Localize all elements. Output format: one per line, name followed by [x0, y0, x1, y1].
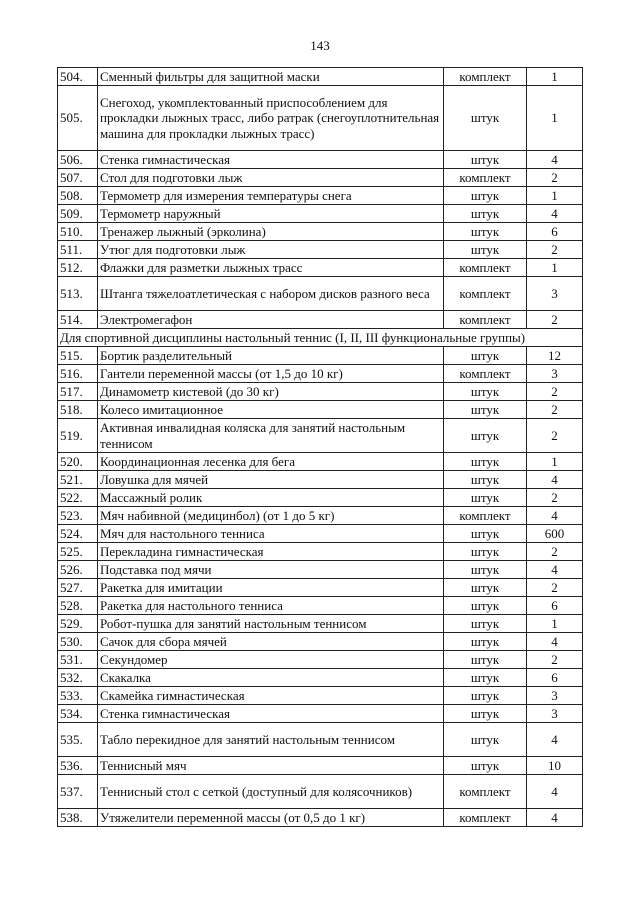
item-quantity: 2: [527, 383, 583, 401]
table-row: [58, 365, 583, 383]
item-quantity: 1: [527, 453, 583, 471]
item-name: Термометр для измерения температуры снега: [98, 187, 444, 205]
item-name: Сачок для сбора мячей: [98, 633, 444, 651]
table-row: [58, 151, 583, 169]
item-unit: комплект: [444, 68, 527, 86]
item-quantity: 3: [527, 277, 583, 311]
item-number: 510.: [58, 223, 98, 241]
table-row: [58, 223, 583, 241]
item-quantity: 1: [527, 187, 583, 205]
item-unit: штук: [444, 669, 527, 687]
item-quantity: 4: [527, 775, 583, 809]
table-row: [58, 669, 583, 687]
item-name: Перекладина гимнастическая: [98, 543, 444, 561]
item-quantity: 10: [527, 757, 583, 775]
item-quantity: 4: [527, 809, 583, 827]
item-quantity: 3: [527, 687, 583, 705]
item-name: Мяч для настольного тенниса: [98, 525, 444, 543]
item-quantity: 1: [527, 86, 583, 151]
item-quantity: 2: [527, 579, 583, 597]
item-name: Стол для подготовки лыж: [98, 169, 444, 187]
item-unit: штук: [444, 453, 527, 471]
table-row: [58, 471, 583, 489]
item-number: 507.: [58, 169, 98, 187]
item-quantity: 2: [527, 241, 583, 259]
section-title: Для спортивной дисциплины настольный теннис (I, II, III функциональные группы): [58, 329, 583, 347]
item-quantity: 3: [527, 705, 583, 723]
item-quantity: 6: [527, 223, 583, 241]
item-number: 526.: [58, 561, 98, 579]
table-row: [58, 775, 583, 809]
table-row: [58, 809, 583, 827]
item-name: Колесо имитационное: [98, 401, 444, 419]
item-number: 520.: [58, 453, 98, 471]
item-number: 528.: [58, 597, 98, 615]
item-name: Массажный ролик: [98, 489, 444, 507]
equipment-table-body: [58, 68, 583, 827]
item-quantity: 2: [527, 543, 583, 561]
item-name: Робот-пушка для занятий настольным теннисом: [98, 615, 444, 633]
item-unit: комплект: [444, 259, 527, 277]
table-row: [58, 401, 583, 419]
item-unit: штук: [444, 525, 527, 543]
item-number: 534.: [58, 705, 98, 723]
item-number: 505.: [58, 86, 98, 151]
equipment-table: [57, 67, 583, 827]
item-number: 508.: [58, 187, 98, 205]
item-name: Секундомер: [98, 651, 444, 669]
table-row: [58, 205, 583, 223]
item-unit: штук: [444, 687, 527, 705]
item-quantity: 3: [527, 365, 583, 383]
item-number: 527.: [58, 579, 98, 597]
item-quantity: 12: [527, 347, 583, 365]
table-row: [58, 525, 583, 543]
item-unit: штук: [444, 651, 527, 669]
item-name: Активная инвалидная коляска для занятий настольным теннисом: [98, 419, 444, 453]
table-row: [58, 615, 583, 633]
item-unit: штук: [444, 597, 527, 615]
item-name: Координационная лесенка для бега: [98, 453, 444, 471]
item-number: 531.: [58, 651, 98, 669]
item-number: 529.: [58, 615, 98, 633]
item-quantity: 1: [527, 615, 583, 633]
table-row: [58, 705, 583, 723]
item-number: 504.: [58, 68, 98, 86]
item-quantity: 1: [527, 68, 583, 86]
item-name: Ракетка для настольного тенниса: [98, 597, 444, 615]
item-name: Скамейка гимнастическая: [98, 687, 444, 705]
item-number: 518.: [58, 401, 98, 419]
table-row: [58, 347, 583, 365]
item-quantity: 2: [527, 651, 583, 669]
table-row: [58, 687, 583, 705]
item-unit: штук: [444, 347, 527, 365]
item-number: 509.: [58, 205, 98, 223]
item-number: 511.: [58, 241, 98, 259]
item-quantity: 6: [527, 669, 583, 687]
item-number: 524.: [58, 525, 98, 543]
item-number: 522.: [58, 489, 98, 507]
item-number: 512.: [58, 259, 98, 277]
item-quantity: 600: [527, 525, 583, 543]
item-number: 523.: [58, 507, 98, 525]
table-row: [58, 419, 583, 453]
item-number: 530.: [58, 633, 98, 651]
item-quantity: 2: [527, 311, 583, 329]
item-name: Мяч набивной (медицинбол) (от 1 до 5 кг): [98, 507, 444, 525]
table-row: [58, 169, 583, 187]
table-row: [58, 561, 583, 579]
item-number: 506.: [58, 151, 98, 169]
item-name: Утюг для подготовки лыж: [98, 241, 444, 259]
table-row: [58, 651, 583, 669]
item-name: Теннисный стол с сеткой (доступный для колясочников): [98, 775, 444, 809]
item-unit: штук: [444, 579, 527, 597]
item-unit: штук: [444, 419, 527, 453]
table-row: [58, 383, 583, 401]
item-unit: штук: [444, 187, 527, 205]
table-row: [58, 757, 583, 775]
item-unit: штук: [444, 561, 527, 579]
table-row: [58, 68, 583, 86]
item-name: Гантели переменной массы (от 1,5 до 10 кг): [98, 365, 444, 383]
item-unit: штук: [444, 86, 527, 151]
item-quantity: 6: [527, 597, 583, 615]
item-name: Сменный фильтры для защитной маски: [98, 68, 444, 86]
item-name: Ракетка для имитации: [98, 579, 444, 597]
item-unit: комплект: [444, 507, 527, 525]
item-name: Динамометр кистевой (до 30 кг): [98, 383, 444, 401]
item-name: Скакалка: [98, 669, 444, 687]
table-row: [58, 187, 583, 205]
item-unit: штук: [444, 633, 527, 651]
item-number: 537.: [58, 775, 98, 809]
item-number: 533.: [58, 687, 98, 705]
item-unit: комплект: [444, 775, 527, 809]
item-quantity: 4: [527, 633, 583, 651]
item-unit: штук: [444, 705, 527, 723]
page-number: 143: [310, 38, 330, 53]
item-name: Утяжелители переменной массы (от 0,5 до 1 кг): [98, 809, 444, 827]
table-row: [58, 597, 583, 615]
item-quantity: 4: [527, 151, 583, 169]
item-name: Электромегафон: [98, 311, 444, 329]
section-header-row: [58, 329, 583, 347]
item-unit: штук: [444, 383, 527, 401]
item-unit: штук: [444, 489, 527, 507]
item-unit: комплект: [444, 311, 527, 329]
item-unit: комплект: [444, 809, 527, 827]
table-row: [58, 633, 583, 651]
item-number: 532.: [58, 669, 98, 687]
item-quantity: 4: [527, 507, 583, 525]
item-unit: комплект: [444, 365, 527, 383]
item-number: 515.: [58, 347, 98, 365]
item-number: 514.: [58, 311, 98, 329]
table-row: [58, 543, 583, 561]
item-unit: комплект: [444, 277, 527, 311]
item-quantity: 1: [527, 259, 583, 277]
item-name: Ловушка для мячей: [98, 471, 444, 489]
item-quantity: 2: [527, 169, 583, 187]
item-name: Подставка под мячи: [98, 561, 444, 579]
item-unit: штук: [444, 241, 527, 259]
item-number: 521.: [58, 471, 98, 489]
table-row: [58, 241, 583, 259]
item-number: 516.: [58, 365, 98, 383]
item-quantity: 4: [527, 205, 583, 223]
item-name: Штанга тяжелоатлетическая с набором дисков разного веса: [98, 277, 444, 311]
item-unit: штук: [444, 151, 527, 169]
item-name: Стенка гимнастическая: [98, 151, 444, 169]
item-unit: штук: [444, 757, 527, 775]
item-number: 517.: [58, 383, 98, 401]
item-name: Стенка гимнастическая: [98, 705, 444, 723]
item-name: Табло перекидное для занятий настольным теннисом: [98, 723, 444, 757]
item-unit: штук: [444, 471, 527, 489]
table-row: [58, 277, 583, 311]
item-quantity: 2: [527, 489, 583, 507]
item-quantity: 4: [527, 471, 583, 489]
table-row: [58, 723, 583, 757]
item-number: 535.: [58, 723, 98, 757]
item-number: 536.: [58, 757, 98, 775]
item-unit: штук: [444, 543, 527, 561]
item-number: 538.: [58, 809, 98, 827]
table-row: [58, 86, 583, 151]
item-name: Термометр наружный: [98, 205, 444, 223]
item-number: 525.: [58, 543, 98, 561]
item-quantity: 4: [527, 723, 583, 757]
item-unit: штук: [444, 615, 527, 633]
item-name: Снегоход, укомплектованный приспособлением для прокладки лыжных трасс, либо ратрак (снегоуплотнительная машина для прокладки лыжных трасс): [98, 86, 444, 151]
item-unit: штук: [444, 401, 527, 419]
item-name: Бортик разделительный: [98, 347, 444, 365]
item-unit: штук: [444, 223, 527, 241]
item-name: Флажки для разметки лыжных трасс: [98, 259, 444, 277]
table-row: [58, 579, 583, 597]
item-name: Теннисный мяч: [98, 757, 444, 775]
table-row: [58, 259, 583, 277]
item-unit: комплект: [444, 169, 527, 187]
item-number: 513.: [58, 277, 98, 311]
table-row: [58, 453, 583, 471]
item-quantity: 2: [527, 419, 583, 453]
item-number: 519.: [58, 419, 98, 453]
item-quantity: 4: [527, 561, 583, 579]
table-row: [58, 489, 583, 507]
item-unit: штук: [444, 205, 527, 223]
item-quantity: 2: [527, 401, 583, 419]
table-row: [58, 311, 583, 329]
item-name: Тренажер лыжный (эрколина): [98, 223, 444, 241]
item-unit: штук: [444, 723, 527, 757]
table-row: [58, 507, 583, 525]
